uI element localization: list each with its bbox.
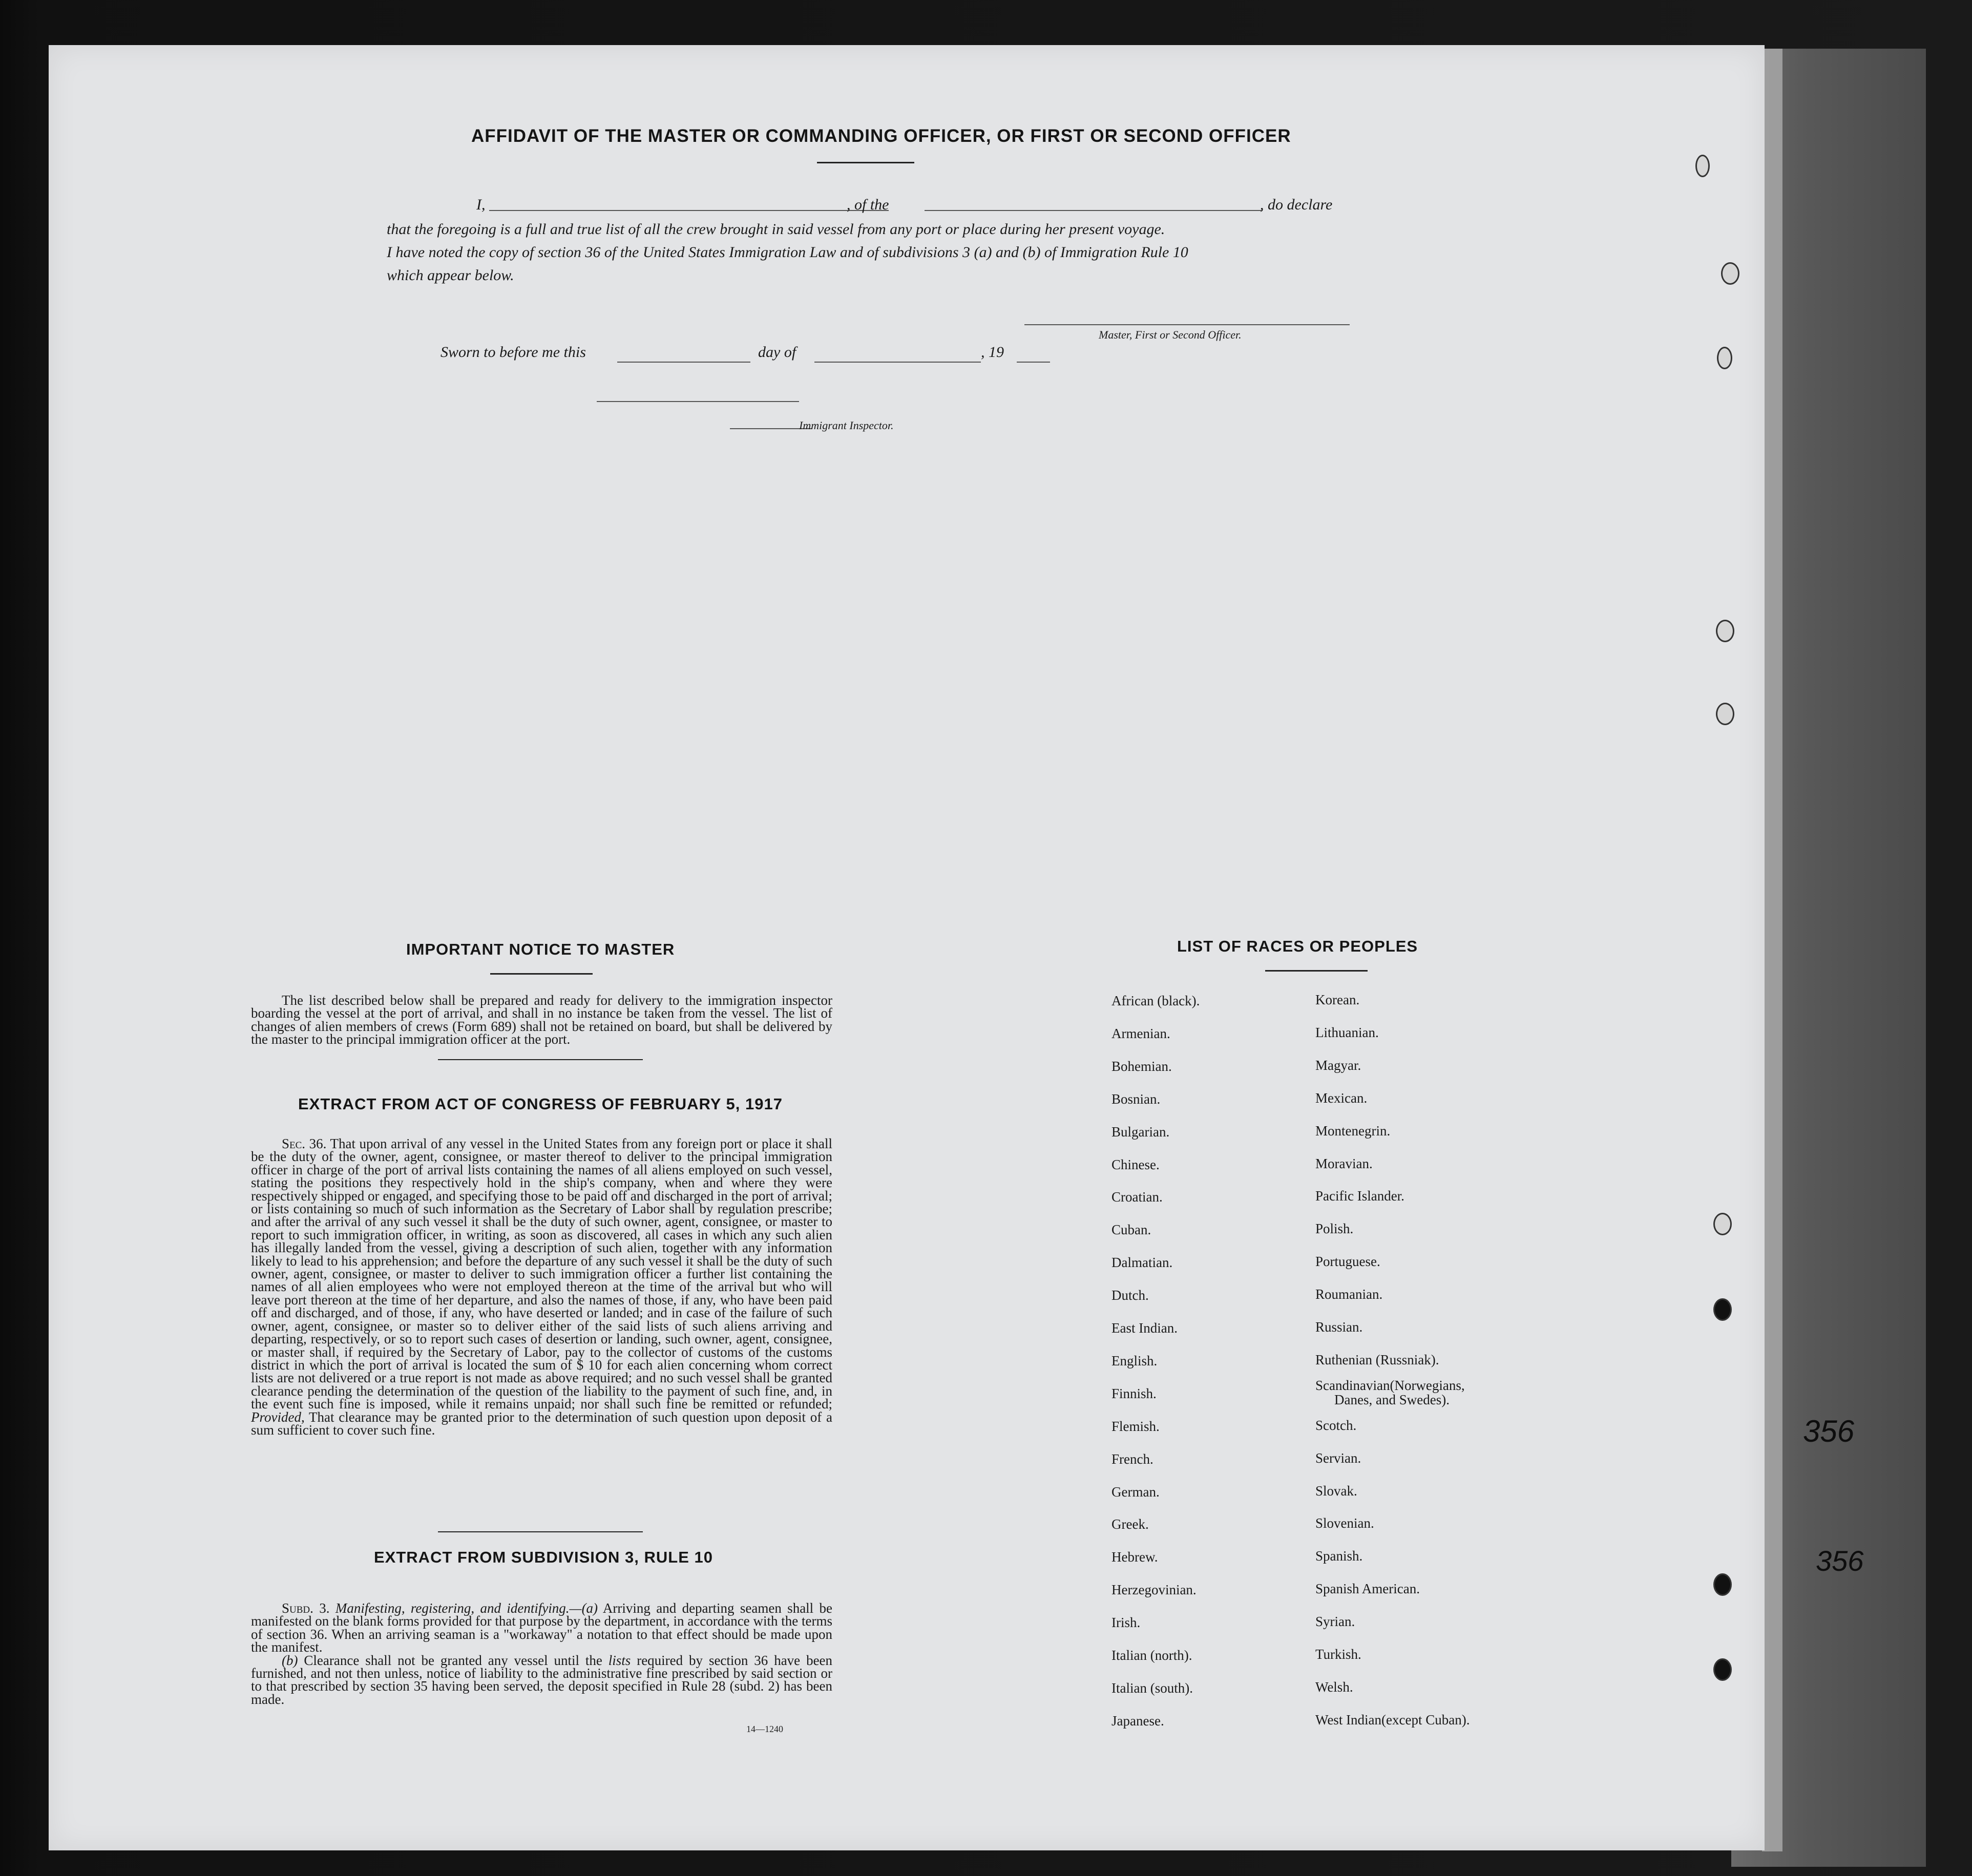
race-item: English. — [1111, 1353, 1158, 1368]
race-item: Dutch. — [1111, 1288, 1149, 1303]
races-title: LIST OF RACES OR PEOPLES — [1177, 937, 1418, 955]
sworn-day-blank[interactable] — [617, 362, 750, 363]
name-blank[interactable] — [489, 210, 889, 211]
notice-title: IMPORTANT NOTICE TO MASTER — [406, 940, 675, 958]
affidavit-line2: that the foregoing is a full and true list of all the crew brought in said vessel from any port or place during her present voyage. — [387, 221, 1165, 238]
subd-heading: Manifesting, registering, and identifying.—(a) — [335, 1600, 598, 1616]
margin-handwritten-number: 356 — [1803, 1414, 1855, 1448]
notice-divider — [438, 1059, 643, 1060]
subd-label: Subd. 3. — [282, 1600, 330, 1616]
race-item: West Indian(except Cuban). — [1315, 1712, 1470, 1727]
affidavit-line3: I have noted the copy of section 36 of the United States Immigration Law and of subdivisions 3 (a) and (b) of Immigration Rule 10 — [387, 244, 1188, 261]
race-item: Bohemian. — [1111, 1058, 1172, 1074]
race-item: Roumanian. — [1315, 1287, 1383, 1302]
sworn-month-blank[interactable] — [814, 362, 981, 363]
race-item: Japanese. — [1111, 1713, 1164, 1729]
race-item: Bulgarian. — [1111, 1124, 1170, 1140]
punch-hole — [1716, 620, 1734, 642]
sworn-year-blank[interactable] — [1017, 362, 1050, 363]
race-item: Syrian. — [1315, 1614, 1355, 1630]
sworn-year: , 19 — [981, 344, 1004, 361]
underlying-page-strip — [1762, 49, 1782, 1851]
race-item: Spanish. — [1315, 1548, 1363, 1564]
race-item: Scandinavian(Norwegians, — [1315, 1377, 1465, 1393]
race-item: Greek. — [1111, 1516, 1149, 1532]
race-item: Irish. — [1111, 1615, 1141, 1631]
signature-line[interactable] — [1024, 324, 1350, 325]
race-item: Ruthenian (Russniak). — [1315, 1352, 1439, 1367]
race-item: Slovenian. — [1315, 1515, 1374, 1531]
affidavit-line4: which appear below. — [387, 267, 514, 284]
race-item: Welsh. — [1315, 1679, 1353, 1695]
punch-hole — [1713, 1573, 1732, 1596]
act-divider — [438, 1531, 643, 1532]
race-item: Portuguese. — [1315, 1254, 1380, 1270]
race-item-continuation: Danes, and Swedes). — [1334, 1392, 1450, 1407]
race-item: Finnish. — [1111, 1385, 1157, 1401]
race-item: Magyar. — [1315, 1057, 1361, 1073]
punch-hole — [1721, 262, 1739, 285]
affidavit-line1-of-the: , of the — [847, 196, 889, 213]
document-page — [49, 45, 1765, 1850]
race-item: Armenian. — [1111, 1025, 1170, 1041]
race-item: Russian. — [1315, 1319, 1363, 1335]
sworn-day-of: day of — [758, 344, 796, 361]
race-item: African (black). — [1111, 993, 1200, 1008]
race-item: Servian. — [1315, 1450, 1361, 1466]
sec-36-text: That upon arrival of any vessel in the United States from any foreign port or place it shall be the duty of the owner, agent, consignee, or master thereof to deliver to the principal immigration officer in charge of the port of arrival lists containing the names of all aliens employed on such vessel, stating the positions they respectively hold in the ship's company, when and where they were respectively shipped or engaged, and specifying those to be paid off and discharged in the port of arrival; or lists containing so much of such information as the Secretary of Labor shall by regulation prescribe; and after the arrival of any such vessel it shall be the duty of such owner, agent, consignee, or master to report to such immigration officer, in writing, as soon as discovered, all cases in which any such alien has illegally landed from the vessel, giving a description of such alien, together with any information likely to lead to his apprehension; and before the departure of any such vessel it shall be the duty of such owner, agent, consignee, or master to deliver to such immigration officer a further list containing the names of all alien employees who were not employed thereon at the time of the arrival but who will leave port thereon at the time of her departure, and also the names of those, if any, who have been paid off and discharged, and of those, if any, who have deserted or landed; and in case of the failure of such owner, agent, consignee, or master so to deliver either of the said lists of such aliens arriving and departing, respectively, or so to report such cases of desertion or landing, such owner, agent, consignee, or master shall, if required by the Secretary of Labor, pay to the collector of customs of the customs district in which the port of arrival is located the sum of $ 10 for each alien concerning whom correct lists are not delivered or a true report is not made as above required; and no such vessel shall be granted clearance pending the determination of the question of the liability to the payment of such fine, and, in the event such fine is imposed, while it remains unpaid; nor shall such fine be remitted or refunded; — [251, 1136, 832, 1412]
race-item: Hebrew. — [1111, 1549, 1158, 1565]
race-item: Korean. — [1315, 992, 1360, 1007]
sec-36-label: Sec. 36. — [282, 1136, 327, 1151]
notice-title-rule — [490, 973, 593, 975]
provided-label: Provided, — [251, 1409, 305, 1425]
margin-handwritten-number: 356 — [1816, 1545, 1864, 1577]
race-item: Moravian. — [1315, 1155, 1373, 1171]
race-item: Pacific Islander. — [1315, 1188, 1404, 1204]
race-item: Scotch. — [1315, 1417, 1357, 1433]
rule-extract-text — [251, 1602, 832, 1706]
punch-hole — [1716, 703, 1734, 725]
punch-hole — [1713, 1658, 1732, 1681]
race-item: French. — [1111, 1451, 1153, 1467]
subd-para-b-2: required by section 36 have been furnished, and not then unless, notice of liability to the administrative fine prescribed by said section or to that prescribed by section 35 having been served, the deposit specified in Rule 28 (subd. 2) has been made. — [251, 1652, 833, 1707]
affidavit-line1-i: I, — [476, 196, 486, 213]
subd-para-b-1: Clearance shall not be granted any vessel until the — [304, 1652, 602, 1668]
act-extract-text — [251, 1137, 832, 1437]
punch-hole — [1717, 347, 1732, 369]
race-item: Cuban. — [1111, 1222, 1151, 1238]
race-item: German. — [1111, 1484, 1160, 1500]
race-item: Slovak. — [1315, 1483, 1357, 1499]
notice-paragraph: The list described below shall be prepared and ready for delivery to the immigration inspector boarding the vessel at the port of arrival, and shall in no instance be taken from the vessel. The list of changes of alien members of crews (Form 689) shall not be retained on board, but shall be delivered by the master to the principal immigration officer at the port. — [251, 993, 832, 1047]
form-number: 14—1240 — [746, 1724, 783, 1734]
races-title-rule — [1265, 970, 1368, 972]
affidavit-line1-do-declare: , do declare — [1260, 196, 1333, 213]
race-item: Croatian. — [1111, 1189, 1163, 1205]
affidavit-title-rule — [817, 162, 914, 163]
inspector-caption: Immigrant Inspector. — [799, 419, 894, 432]
signature-caption: Master, First or Second Officer. — [1099, 328, 1242, 341]
sworn-prefix: Sworn to before me this — [440, 344, 586, 361]
punch-hole — [1713, 1213, 1732, 1235]
subd-para-b-label: (b) — [282, 1652, 298, 1668]
vessel-blank[interactable] — [925, 210, 1263, 211]
race-item: Polish. — [1315, 1221, 1354, 1237]
race-item: Italian (south). — [1111, 1680, 1193, 1696]
race-item: East Indian. — [1111, 1320, 1178, 1336]
affidavit-title: AFFIDAVIT OF THE MASTER OR COMMANDING OFFICER, OR FIRST OR SECOND OFFICER — [471, 126, 1291, 146]
punch-hole — [1713, 1298, 1732, 1321]
race-item: Lithuanian. — [1315, 1024, 1379, 1040]
race-item: Herzegovinian. — [1111, 1582, 1197, 1598]
notice-text — [251, 994, 832, 1046]
race-item: Montenegrin. — [1315, 1123, 1391, 1139]
race-item: Bosnian. — [1111, 1091, 1161, 1107]
race-item: Spanish American. — [1315, 1581, 1420, 1597]
punch-hole — [1695, 155, 1710, 177]
rule-extract-title: EXTRACT FROM SUBDIVISION 3, RULE 10 — [374, 1548, 713, 1566]
race-item: Dalmatian. — [1111, 1255, 1173, 1271]
race-item: Italian (north). — [1111, 1648, 1192, 1663]
race-item: Flemish. — [1111, 1418, 1160, 1434]
race-item: Chinese. — [1111, 1156, 1160, 1172]
subd-para-a: Arriving and departing seamen shall be manifested on the blank forms provided for that purpose by the department, in accordance with the terms of section 36. When an arriving seaman is a "workaway" a notation to that effect should be made upon the manifest. — [251, 1600, 833, 1655]
subd-para-b-lists: lists — [608, 1652, 631, 1668]
inspector-signature-line[interactable] — [597, 401, 799, 402]
sec-36-text-end: That clearance may be granted prior to the determination of such question upon deposit of a sum sufficient to cover such fine. — [251, 1409, 833, 1438]
act-extract-title: EXTRACT FROM ACT OF CONGRESS OF FEBRUARY 5, 1917 — [298, 1095, 783, 1113]
race-item: Mexican. — [1315, 1090, 1368, 1106]
race-item: Turkish. — [1315, 1647, 1361, 1662]
